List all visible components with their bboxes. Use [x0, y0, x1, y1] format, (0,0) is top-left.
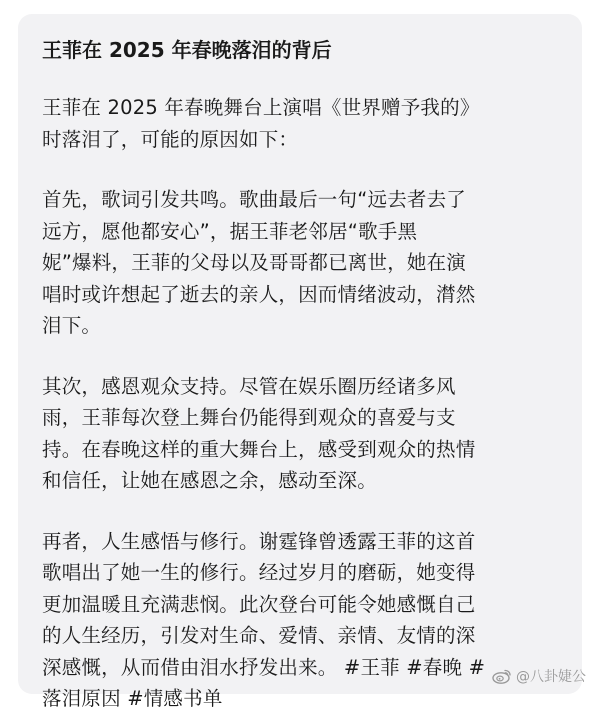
- paragraph-second: [42, 371, 560, 497]
- text-line-with-hashtags[interactable]: 深感慨，从而借由泪水抒发出来。 #王菲 #春晚 #: [42, 655, 486, 679]
- text-line: 更加温暖且充满悲悯。此次登台可能令她感慨自己: [42, 592, 476, 616]
- paragraph-third: [42, 526, 560, 715]
- post-title: 王菲在 2025 年春晚落泪的背后: [42, 38, 332, 62]
- weibo-logo-icon: [492, 668, 512, 684]
- text-line: 妮”爆料，王菲的父母以及哥哥都已离世，她在演: [42, 251, 467, 274]
- text-line: 泪下。: [42, 314, 102, 337]
- paragraph-intro: [42, 92, 560, 155]
- watermark-handle: @八卦婕公: [516, 669, 586, 685]
- text-line: 和信任，让她在感恩之余，感动至深。: [42, 469, 377, 492]
- weibo-watermark: [492, 666, 586, 686]
- text-line: 唱时或许想起了逝去的亲人，因而情绪波动，潸然: [42, 282, 476, 306]
- text-line: 首先，歌词引发共鸣。歌曲最后一句“远去者去了: [42, 188, 467, 211]
- text-line: 其次，感恩观众支持。尽管在娱乐圈历经诸多风: [42, 374, 456, 398]
- text-line: 王菲在 2025 年春晚舞台上演唱《世界赠予我的》: [42, 96, 480, 119]
- post-card: [18, 14, 582, 710]
- text-line: 时落泪了，可能的原因如下：: [42, 127, 299, 151]
- text-line-with-hashtags[interactable]: 落泪原因 #情感书单: [42, 687, 223, 710]
- text-line: 远方，愿他都安心”，据王菲老邻居“歌手黑: [42, 219, 418, 243]
- paragraph-first: [42, 184, 560, 342]
- text-line: 持。在春晚这样的重大舞台上，感受到观众的热情: [42, 437, 476, 461]
- text-line: 的人生经历，引发对生命、爱情、亲情、友情的深: [42, 624, 476, 647]
- text-line: 再者，人生感悟与修行。谢霆锋曾透露王菲的这首: [42, 529, 476, 553]
- text-line: 歌唱出了她一生的修行。经过岁月的磨砺，她变得: [42, 561, 476, 584]
- text-line: 雨，王菲每次登上舞台仍能得到观众的喜爱与支: [42, 406, 456, 429]
